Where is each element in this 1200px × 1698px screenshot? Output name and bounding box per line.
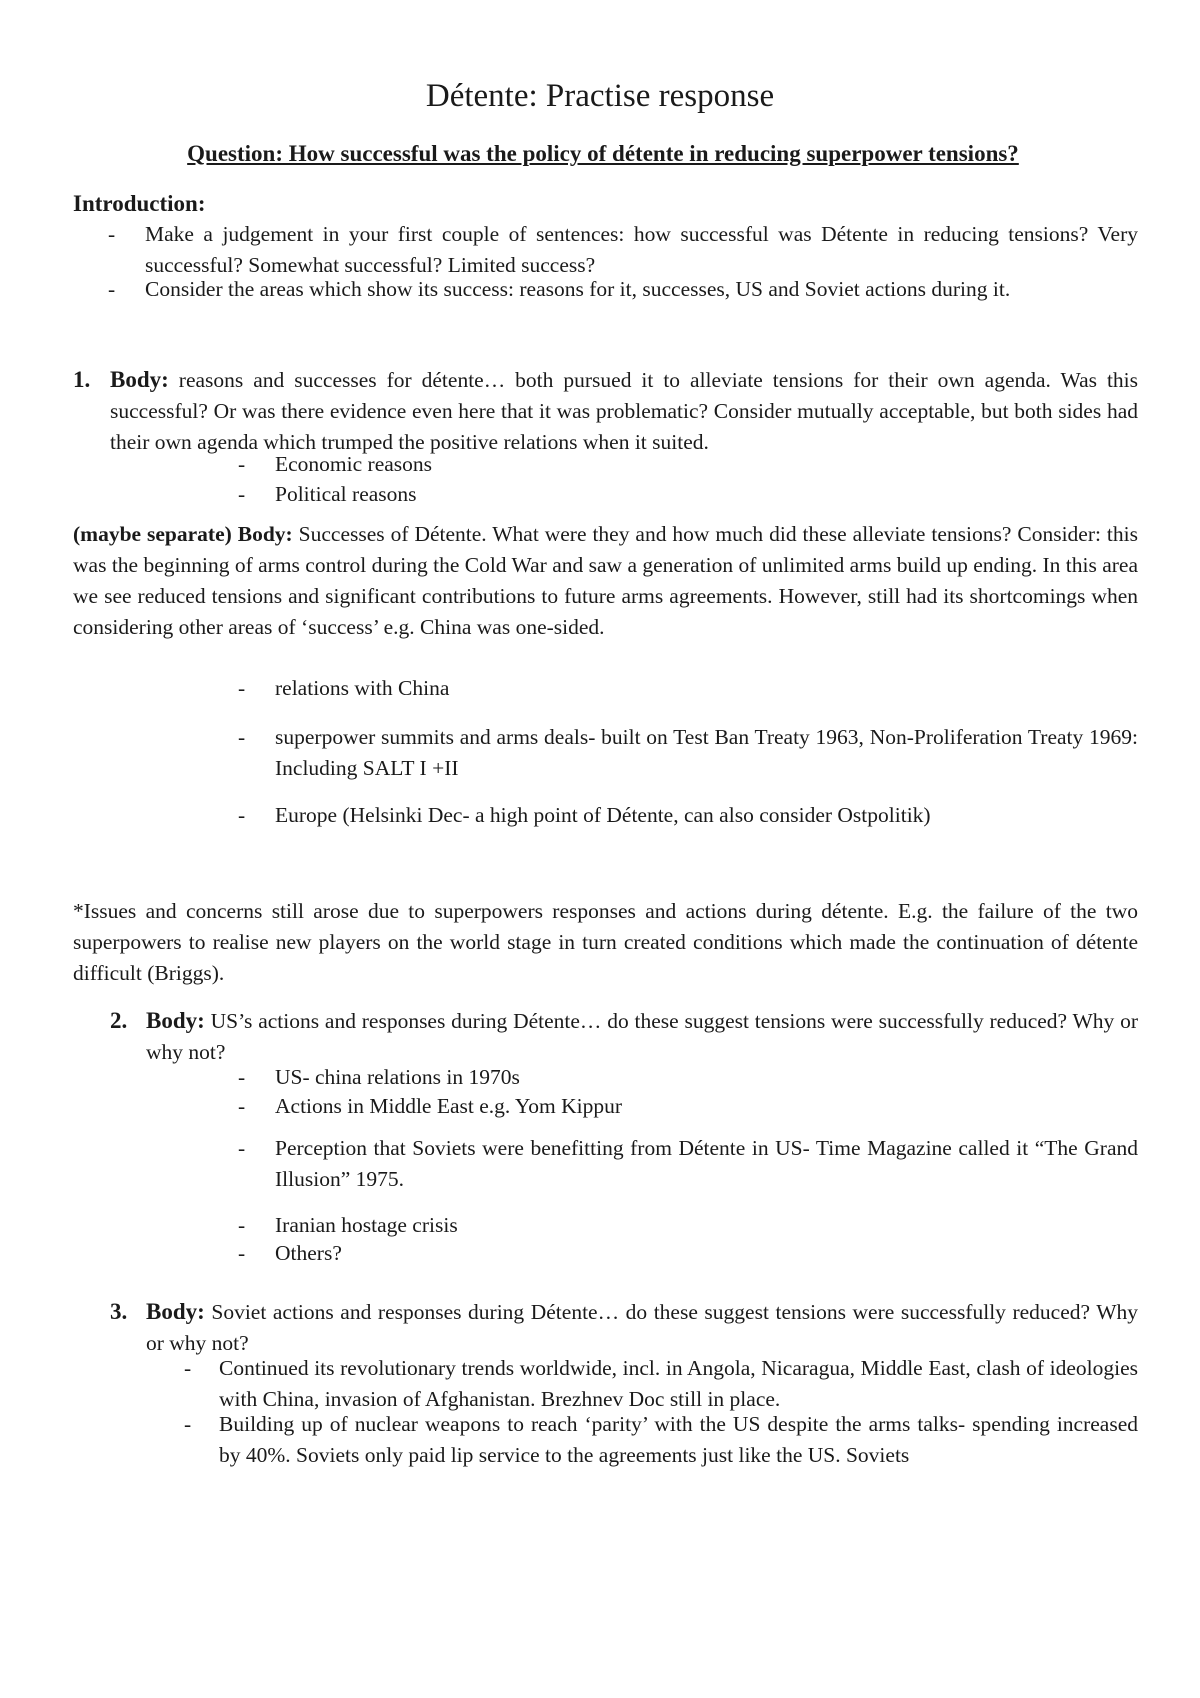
dash-marker: - [238,1065,246,1089]
body1-text: reasons and successes for détente… both pursued it to alleviate tensions for their own agenda. Was this successful? Or was there evidence even here that it was problematic? Consider mutually acceptable, but both sides had their own agenda which trumped the positive relations when it suited. [110,368,1139,454]
successes-bullet [238,722,1138,784]
body2-bullet-text: Iranian hostage crisis [275,1213,458,1237]
body2-bullet-text: US- china relations in 1970s [275,1065,520,1089]
body3-text: Soviet actions and responses during Détente… do these suggest tensions were successfully reduced? Why or why not? [146,1300,1139,1355]
dash-marker: - [184,1356,192,1380]
successes-bullet [238,673,1138,704]
dash-marker: - [238,1136,246,1160]
dash-marker: - [238,725,246,749]
body2-bullet-text: Perception that Soviets were benefitting from Détente in US- Time Magazine called it “The Grand Illusion” 1975. [275,1136,1138,1191]
successes-bullet-text: relations with China [275,676,450,700]
body2-bullet [238,1133,1138,1195]
body2-bullet [238,1091,1138,1122]
section-number: 1. [73,367,91,392]
body2-bullet-text: Others? [275,1241,342,1265]
body3-bullet-text: Continued its revolutionary trends worldwide, incl. in Angola, Nicaragua, Middle East, clash of ideologies with China, invasion of Afghanistan. Brezhnev Doc still in place. [219,1356,1138,1411]
body2-text: US’s actions and responses during Détente… do these suggest tensions were successfully reduced? Why or why not? [146,1009,1138,1064]
body1-paragraph [110,364,1138,458]
body2-bullet [238,1062,1138,1093]
body-label: Body: [146,1299,205,1324]
body2-paragraph [146,1005,1138,1068]
body3-bullet [184,1353,1138,1415]
successes-bullet-text: superpower summits and arms deals- built on Test Ban Treaty 1963, Non-Proliferation Treaty 1969: Including SALT I +II [275,725,1138,780]
body3-bullet [184,1409,1138,1471]
dash-marker: - [108,277,116,301]
successes-bullet [238,800,1138,831]
intro-bullet-text: Consider the areas which show its success: reasons for it, successes, US and Soviet actions during it. [145,277,1011,301]
intro-bullet-text: Make a judgement in your first couple of sentences: how successful was Détente in reducing tensions? Very successful? Somewhat successful? Limited success? [145,222,1138,277]
intro-heading: Introduction: [73,191,206,216]
body-label: Body: [110,367,169,392]
body3-paragraph [146,1296,1138,1359]
dash-marker: - [238,1213,246,1237]
intro-bullet [108,219,1138,281]
dash-marker: - [238,676,246,700]
dash-marker: - [184,1412,192,1436]
dash-marker: - [108,222,116,246]
page-title: Détente: Practise response [425,78,775,114]
intro-bullet [108,274,1138,305]
dash-marker: - [238,1241,246,1265]
section-number: 2. [110,1008,128,1033]
body-label: (maybe separate) Body: [73,522,293,546]
body2-bullet-text: Actions in Middle East e.g. Yom Kippur [275,1094,622,1118]
body1-bullet-text: Economic reasons [275,452,433,476]
successes-bullet-text: Europe (Helsinki Dec- a high point of Détente, can also consider Ostpolitik) [275,803,931,827]
body-label: Body: [146,1008,205,1033]
issues-paragraph: *Issues and concerns still arose due to superpowers responses and actions during détente. E.g. the failure of the two superpowers to realise new players on the world stage in turn created conditions which made the continuation of détente difficult (Briggs). [73,899,1138,985]
dash-marker: - [238,452,246,476]
dash-marker: - [238,803,246,827]
body2-bullet [238,1238,1138,1269]
body3-bullet-text: Building up of nuclear weapons to reach ‘parity’ with the US despite the arms talks- spending increased by 40%. Soviets only paid lip service to the agreements just like the US. Soviets [219,1412,1138,1467]
body2-bullet [238,1210,1138,1241]
dash-marker: - [238,482,246,506]
body1-bullet [238,479,1038,510]
body1-bullet [238,449,1038,480]
section-number: 3. [110,1299,128,1324]
body1-bullet-text: Political reasons [275,482,417,506]
successes-text: Successes of Détente. What were they and how much did these alleviate tensions? Consider: this was the beginning of arms control during the Cold War and saw a generation of unlimited arms build up ending. In this area we see reduced tensions and significant contributions to future arms agreements. However, still had its shortcomings when considering other areas of ‘success’ e.g. China was one-sided. [73,522,1138,639]
dash-marker: - [238,1094,246,1118]
essay-question: Question: How successful was the policy of détente in reducing superpower tensions? [187,141,1019,166]
successes-paragraph [73,519,1138,643]
